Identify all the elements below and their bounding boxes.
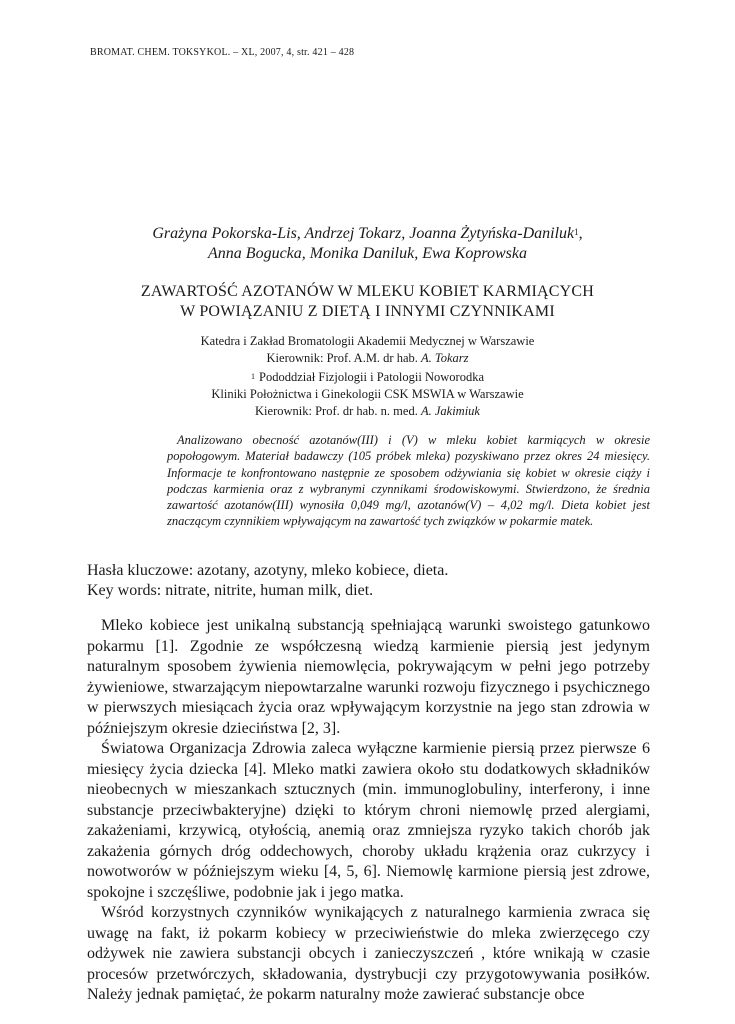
authors-line-1-text: Grażyna Pokorska-Lis, Andrzej Tokarz, Joanna Żytyńska-Daniluk [152,225,575,242]
paper-title [0,282,735,322]
affiliation-1 [0,333,735,367]
body-text [87,616,650,1006]
author-line-2: Anna Bogucka, Monika Daniluk, Ewa Koprowska [208,245,527,262]
affiliation-2-marker: 1 [251,372,255,381]
authors-line-1-tail: , [578,225,583,242]
affiliation-marker: 1 [574,227,579,237]
author-list [0,224,735,264]
keywords [87,561,650,601]
author-line-1 [0,224,735,244]
affiliation-2-unit [0,369,735,386]
affiliation-1-institution: Katedra i Zakład Bromatologii Akademii Medycznej w Warszawie [200,334,535,348]
title-line-1: ZAWARTOŚĆ AZOTANÓW W MLEKU KOBIET KARMIĄCYCH [140,283,595,300]
keywords-english: Key words: nitrate, nitrite, human milk, diet. [87,582,374,599]
affiliation-2-clinic: Kliniki Położnictwa i Ginekologii CSK MSWIA w Warszawie [211,387,524,401]
affiliation-2-unit-text: Pododdział Fizjologii i Patologii Noworodka [259,370,484,384]
keywords-polish: Hasła kluczowe: azotany, azotyny, mleko kobiece, dieta. [87,562,449,579]
body-paragraph-1: Mleko kobiece jest unikalną substancją spełniającą warunki swoistego gatunkowo pokarmu [1]. Zgodnie ze współczesną wiedzą karmienie piersią jest jedynym naturalnym sposobem żywienia niemowlęcia, pokrywającym w pełni jego potrzeby żywieniowe, stwarzającym niepowtarzalne warunki rozwoju fizycznego i psychicznego w pierwszych miesiącach życia oraz wpływającym korzystnie na jego stan zdrowia w późniejszym okresie dzieciństwa [2, 3]. [87,617,650,737]
abstract: Analizowano obecność azotanów(III) i (V) w mleku kobiet karmiących w okresie popołogowym. Materiał badawczy (105 próbek mleka) pozyskiwano przez okres 24 miesięcy. Informacje te konfrontowano następnie ze sposobem odżywiania się kobiet w okresie ciąży i podczas karmienia oraz z wybranymi czynnikami środowiskowymi. Stwierdzono, że średnia zawartość azotanów(III) wynosiła 0,049 mg/l, azotanów(V) – 4,02 mg/l. Dieta kobiet jest znaczącym czynnikiem wpływającym na zawartość tych związków w pokarmie matek. [167,433,650,529]
affiliation-1-head [0,350,735,367]
affiliation-1-head-prefix: Kierownik: Prof. A.M. dr hab. [266,351,418,365]
body-paragraph-3: Wśród korzystnych czynników wynikających z naturalnego karmienia zwraca się uwagę na fakt, iż pokarm kobiecy w przeciwieństwie do mleka zwierzęcego czy odżywek nie zawiera substancji obcych i zanieczyszczeń , które wnikają w czasie procesów przetwórczych, składowania, dystrybucji czy przygotowywania posiłków. Należy jednak pamiętać, że pokarm naturalny może zawierać substancje obce [87,904,650,1003]
affiliation-2-head [0,403,735,420]
affiliation-2-head-prefix: Kierownik: Prof. dr hab. n. med. [255,404,418,418]
title-line-2: W POWIĄZANIU Z DIETĄ I INNYMI CZYNNIKAMI [180,303,555,320]
affiliation-2-head-name: A. Jakimiuk [420,404,480,418]
running-header: BROMAT. CHEM. TOKSYKOL. – XL, 2007, 4, str. 421 – 428 [90,47,355,58]
body-paragraph-2: Światowa Organizacja Zdrowia zaleca wyłączne karmienie piersią przez pierwsze 6 miesięcy życia dziecka [4]. Mleko matki zawiera około stu dodatkowych składników nieobecnych w mieszankach sztucznych (min. immunoglobuliny, interferony, i inne substancje przeciwbakteryjne) dzięki to którym chroni niemowlę przed alergiami, zakażeniami, krzywicą, otyłością, anemią oraz zmniejsza ryzyko takich chorób jak zakażenia górnych dróg oddechowych, choroby układu krążenia oraz cukrzycy i nowotworów w późniejszym wieku [4, 5, 6]. Niemowlę karmione piersią jest zdrowe, spokojne i szczęśliwe, podobnie jak i jego matka. [87,740,650,901]
affiliation-1-head-name: A. Tokarz [421,351,469,365]
affiliation-2 [0,369,735,420]
